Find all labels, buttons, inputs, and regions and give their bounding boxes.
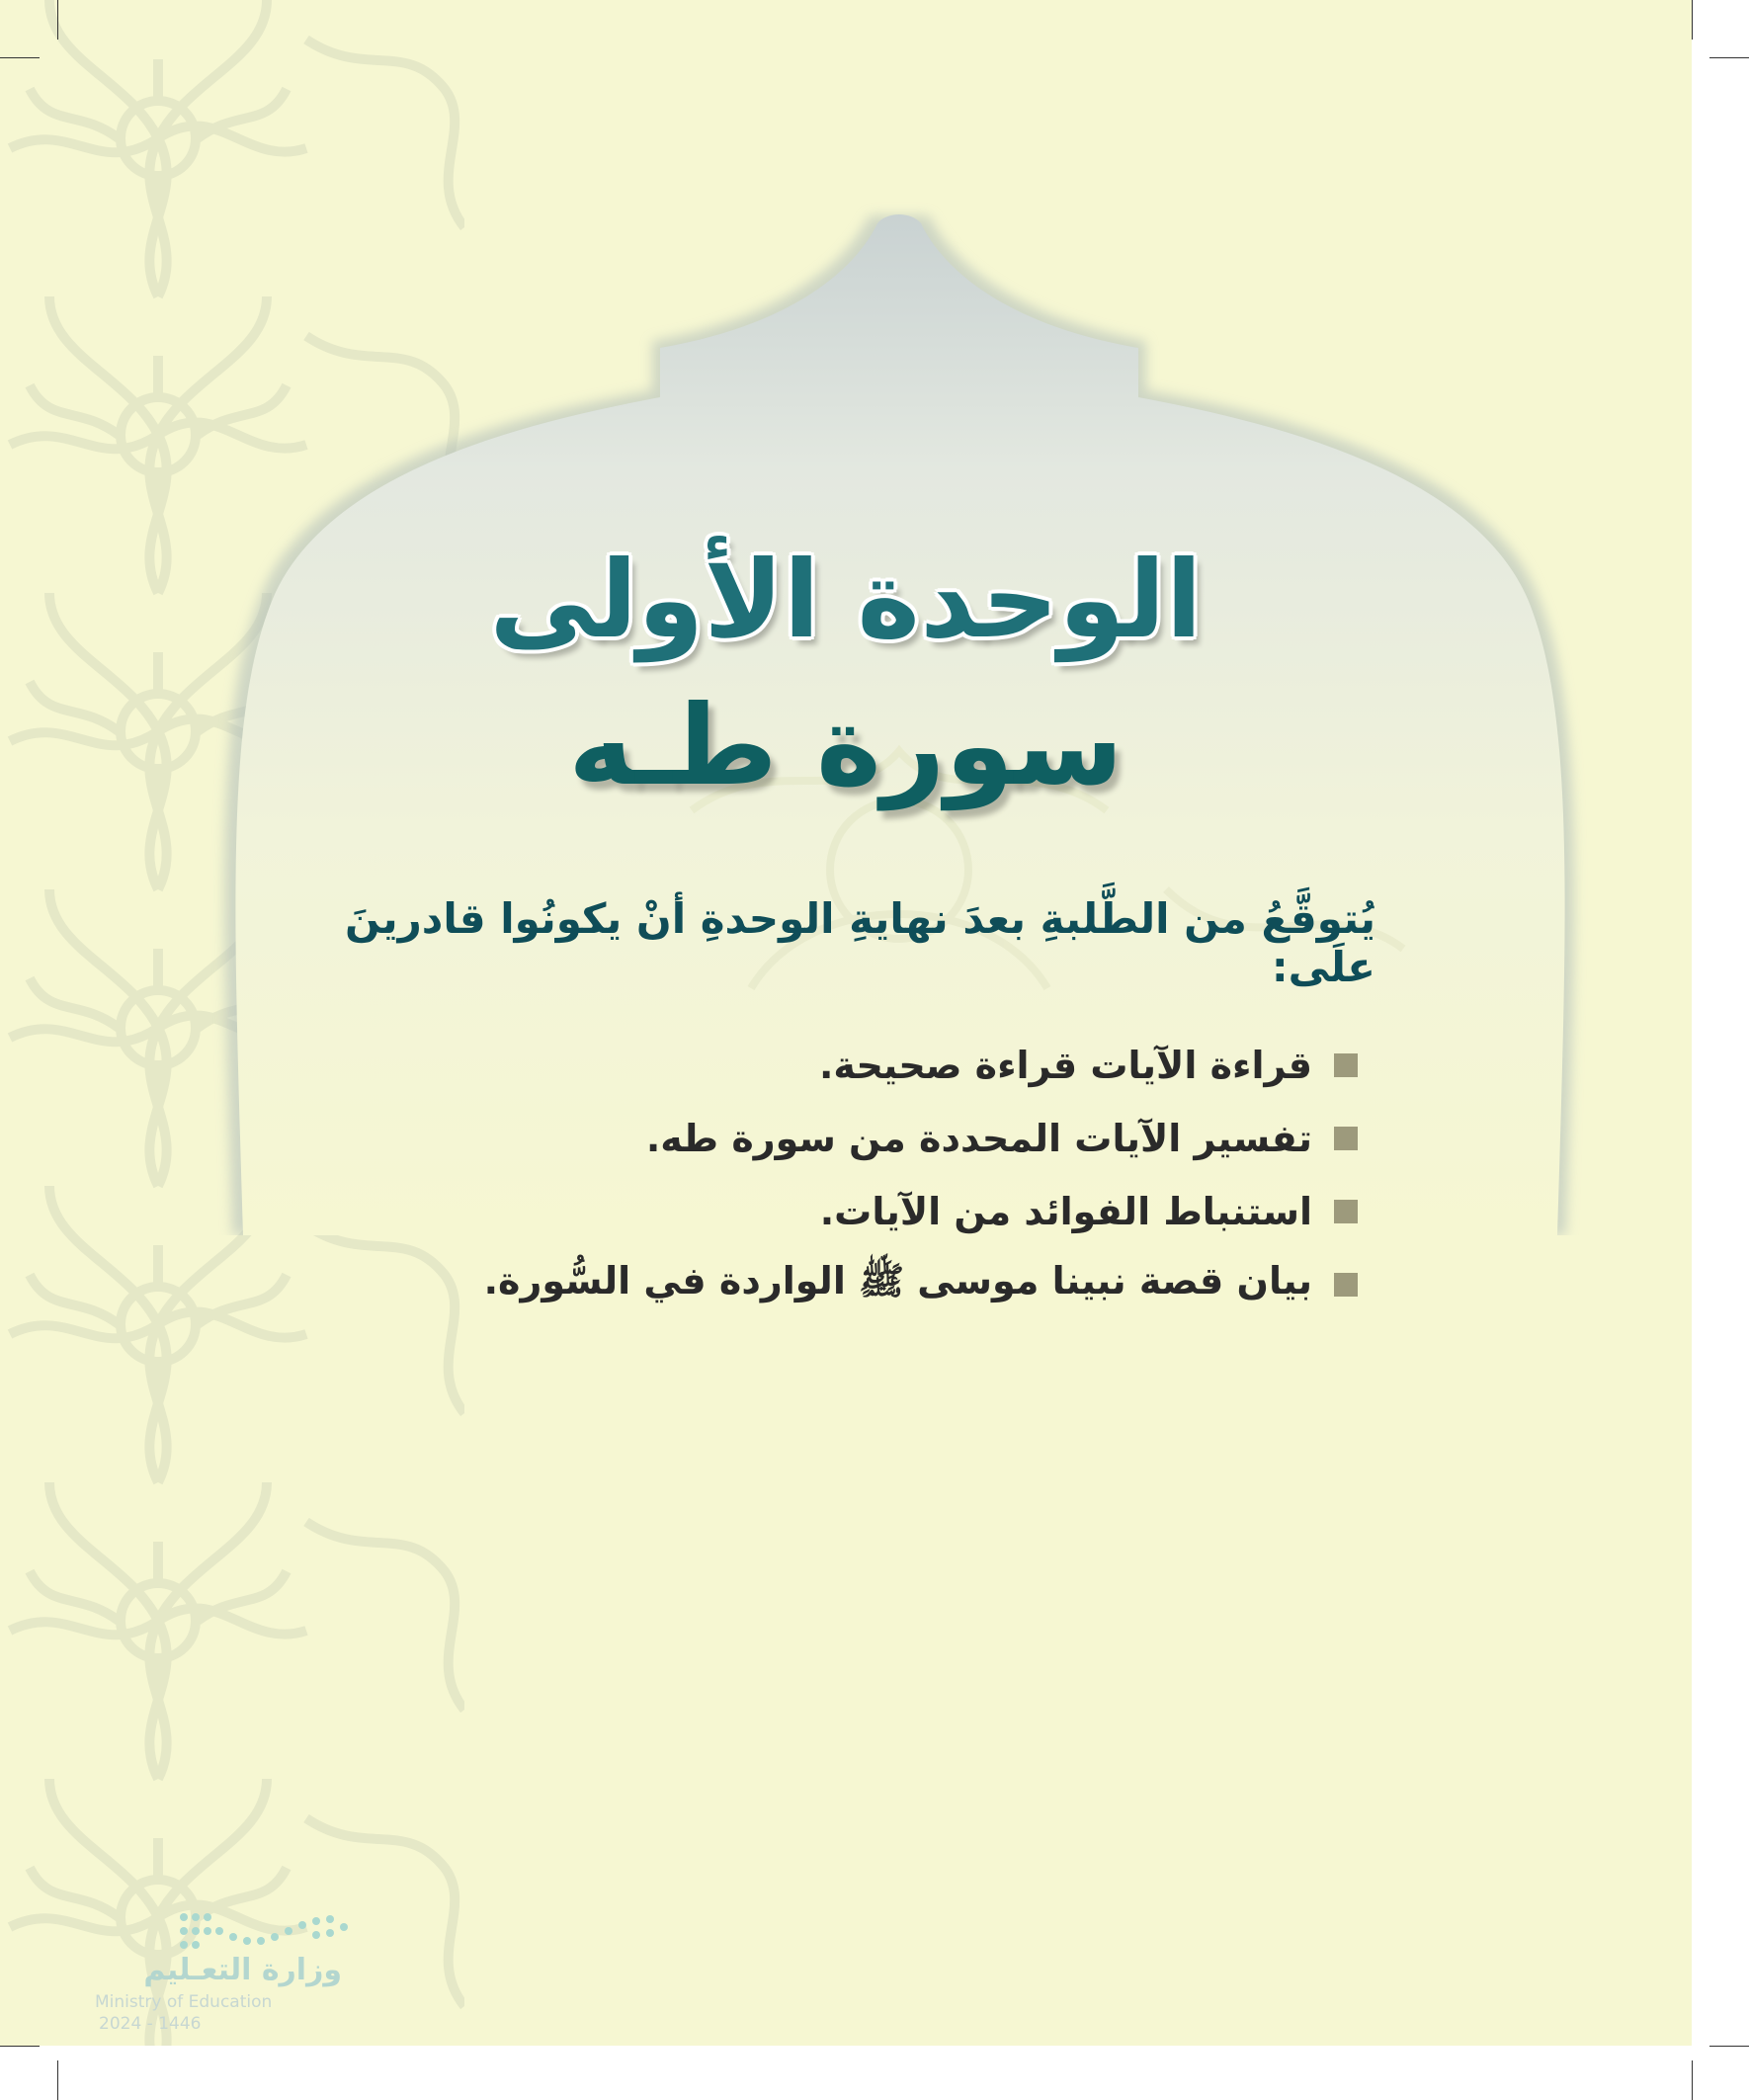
list-item <box>289 1029 1358 1102</box>
crop-mark <box>57 2060 58 2100</box>
surah-title: سورة طـه <box>568 682 1124 810</box>
crop-mark <box>1692 2060 1693 2100</box>
objective-text: بيان قصة نبينا موسى ﷺ الواردة في السُّورة. <box>483 1258 1312 1302</box>
dots-logo-icon <box>174 1907 352 1951</box>
ministry-name-ar: وزارة التعـليم <box>143 1953 342 1987</box>
objective-text: استنباط الفوائد من الآيات. <box>819 1190 1312 1233</box>
square-bullet-icon <box>1334 1127 1358 1150</box>
square-bullet-icon <box>1334 1273 1358 1297</box>
list-item <box>289 1248 1358 1321</box>
unit-title: الوحدة الأولى <box>489 539 1203 662</box>
square-bullet-icon <box>1334 1053 1358 1077</box>
ministry-logo <box>95 1907 352 2036</box>
crop-mark <box>0 2046 40 2047</box>
edition-year: 2024 - 1446 <box>99 2014 202 2034</box>
crop-mark <box>1709 2046 1749 2047</box>
learning-objectives <box>289 894 1375 1321</box>
objectives-intro: يُتوقَّعُ من الطَّلبةِ بعدَ نهايةِ الوحدةِ أنْ يكونُوا قادرينَ علَى: <box>345 894 1375 991</box>
crop-mark <box>57 0 58 40</box>
crop-mark <box>0 57 40 58</box>
ministry-name-en: Ministry of Education <box>95 1992 273 2012</box>
list-item <box>289 1102 1358 1175</box>
square-bullet-icon <box>1334 1200 1358 1223</box>
objective-text: تفسير الآيات المحددة من سورة طه. <box>645 1117 1312 1160</box>
list-item <box>289 1175 1358 1248</box>
objectives-list <box>289 1029 1375 1321</box>
crop-mark <box>1692 0 1693 40</box>
objective-text: قراءة الآيات قراءة صحيحة. <box>818 1044 1312 1087</box>
crop-mark <box>1709 57 1749 58</box>
